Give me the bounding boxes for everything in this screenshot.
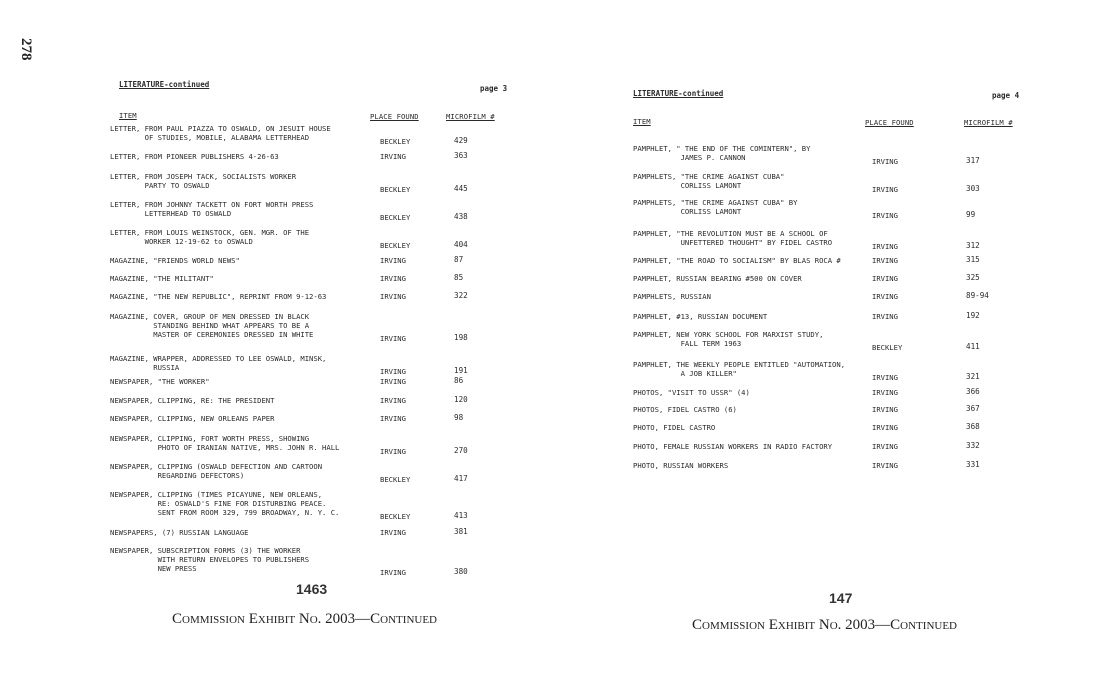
place-found: BECKLEY <box>380 185 411 194</box>
item-description: PAMPHLET, " THE END OF THE COMINTERN", BY JAMES P. CANNON <box>633 144 811 162</box>
microfilm-number: 89-94 <box>966 291 989 300</box>
place-found: IRVING <box>872 461 898 470</box>
microfilm-number: 98 <box>454 413 464 422</box>
item-description: PAMPHLETS, "THE CRIME AGAINST CUBA" CORLISS LAMONT <box>633 172 785 190</box>
microfilm-number: 366 <box>966 387 980 396</box>
microfilm-number: 325 <box>966 273 980 282</box>
place-found: IRVING <box>872 157 898 166</box>
item-description: PAMPHLETS, RUSSIAN <box>633 292 711 301</box>
microfilm-number: 99 <box>966 210 976 219</box>
place-found: BECKLEY <box>380 137 411 146</box>
item-description: NEWSPAPER, CLIPPING (OSWALD DEFECTION AND CARTOON REGARDING DEFECTORS) <box>110 462 323 480</box>
microfilm-number: 368 <box>966 422 980 431</box>
caption-text: Commission Exhibit No. 2003—Continued <box>172 611 437 627</box>
item-description: PAMPHLET, RUSSIAN BEARING #500 ON COVER <box>633 274 802 283</box>
section-title: LITERATURE-continued <box>119 80 210 89</box>
place-found: IRVING <box>872 442 898 451</box>
microfilm-number: 322 <box>454 291 468 300</box>
item-description: PAMPHLET, "THE ROAD TO SOCIALISM" BY BLAS ROCA # <box>633 256 841 265</box>
item-description: NEWSPAPER, SUBSCRIPTION FORMS (3) THE WORKER WITH RETURN ENVELOPES TO PUBLISHERS NEW PRESS <box>110 546 310 573</box>
place-found: IRVING <box>872 292 898 301</box>
item-description: NEWSPAPER, CLIPPING, FORT WORTH PRESS, SHOWING PHOTO OF IRANIAN NATIVE, MRS. JOHN R. HALL <box>110 434 340 452</box>
page-label: page 3 <box>480 84 508 93</box>
item-description: NEWSPAPERS, (7) RUSSIAN LANGUAGE <box>110 528 249 537</box>
place-found: IRVING <box>380 152 406 161</box>
item-description: LETTER, FROM PIONEER PUBLISHERS 4-26-63 <box>110 152 279 161</box>
place-found: IRVING <box>872 185 898 194</box>
col-header-place: PLACE FOUND <box>370 112 419 121</box>
item-description: MAGAZINE, WRAPPER, ADDRESSED TO LEE OSWALD, MINSK, RUSSIA <box>110 354 327 372</box>
microfilm-number: 312 <box>966 241 980 250</box>
item-description: PAMPHLETS, "THE CRIME AGAINST CUBA" BY CORLISS LAMONT <box>633 198 798 216</box>
item-description: LETTER, FROM JOHNNY TACKETT ON FORT WORTH PRESS LETTERHEAD TO OSWALD <box>110 200 314 218</box>
item-description: LETTER, FROM JOSEPH TACK, SOCIALISTS WORKER PARTY TO OSWALD <box>110 172 297 190</box>
place-found: IRVING <box>380 274 406 283</box>
page-label: page 4 <box>992 91 1020 100</box>
item-description: NEWSPAPER, CLIPPING, RE: THE PRESIDENT <box>110 396 275 405</box>
item-description: PAMPHLET, "THE REVOLUTION MUST BE A SCHOOL OF UNFETTERED THOUGHT" BY FIDEL CASTRO <box>633 229 833 247</box>
place-found: IRVING <box>872 423 898 432</box>
microfilm-number: 331 <box>966 460 980 469</box>
item-description: MAGAZINE, "FRIENDS WORLD NEWS" <box>110 256 240 265</box>
place-found: BECKLEY <box>380 213 411 222</box>
place-found: IRVING <box>380 447 406 456</box>
place-found: IRVING <box>380 256 406 265</box>
sheet-number: 1463 <box>296 581 328 597</box>
microfilm-number: 381 <box>454 527 468 536</box>
item-description: NEWSPAPER, "THE WORKER" <box>110 377 210 386</box>
place-found: IRVING <box>872 312 898 321</box>
item-description: PHOTOS, "VISIT TO USSR" (4) <box>633 388 750 397</box>
microfilm-number: 87 <box>454 255 464 264</box>
item-description: PHOTOS, FIDEL CASTRO (6) <box>633 405 737 414</box>
place-found: IRVING <box>380 377 406 386</box>
place-found: IRVING <box>872 211 898 220</box>
place-found: IRVING <box>872 274 898 283</box>
item-description: LETTER, FROM PAUL PIAZZA TO OSWALD, ON JESUIT HOUSE OF STUDIES, MOBILE, ALABAMA LETTERHEAD <box>110 124 331 142</box>
place-found: IRVING <box>380 568 406 577</box>
place-found: IRVING <box>380 334 406 343</box>
microfilm-number: 363 <box>454 151 468 160</box>
place-found: IRVING <box>872 256 898 265</box>
item-description: PHOTO, FIDEL CASTRO <box>633 423 716 432</box>
item-description: PAMPHLET, #13, RUSSIAN DOCUMENT <box>633 312 768 321</box>
item-description: PAMPHLET, NEW YORK SCHOOL FOR MARXIST STUDY, FALL TERM 1963 <box>633 330 824 348</box>
item-description: PHOTO, FEMALE RUSSIAN WORKERS IN RADIO FACTORY <box>633 442 833 451</box>
place-found: IRVING <box>872 405 898 414</box>
item-description: NEWSPAPER, CLIPPING, NEW ORLEANS PAPER <box>110 414 275 423</box>
place-found: IRVING <box>380 414 406 423</box>
col-header-item: ITEM <box>119 111 137 120</box>
microfilm-number: 86 <box>454 376 464 385</box>
place-found: IRVING <box>380 367 406 376</box>
exhibit-caption <box>172 611 437 628</box>
item-description: PAMPHLET, THE WEEKLY PEOPLE ENTITLED "AUTOMATION, A JOB KILLER" <box>633 360 846 378</box>
microfilm-number: 303 <box>966 184 980 193</box>
item-description: MAGAZINE, "THE NEW REPUBLIC", REPRINT FROM 9-12-63 <box>110 292 327 301</box>
microfilm-number: 404 <box>454 240 468 249</box>
microfilm-number: 315 <box>966 255 980 264</box>
item-description: MAGAZINE, "THE MILITANT" <box>110 274 214 283</box>
place-found: IRVING <box>380 396 406 405</box>
col-header-film: MICROFILM # <box>446 112 495 121</box>
item-description: PHOTO, RUSSIAN WORKERS <box>633 461 729 470</box>
place-found: IRVING <box>872 373 898 382</box>
place-found: IRVING <box>380 292 406 301</box>
item-description: LETTER, FROM LOUIS WEINSTOCK, GEN. MGR. OF THE WORKER 12-19-62 to OSWALD <box>110 228 310 246</box>
col-header-film: MICROFILM # <box>964 118 1013 127</box>
place-found: BECKLEY <box>380 512 411 521</box>
place-found: BECKLEY <box>380 475 411 484</box>
microfilm-number: 332 <box>966 441 980 450</box>
place-found: IRVING <box>872 388 898 397</box>
microfilm-number: 438 <box>454 212 468 221</box>
place-found: IRVING <box>380 528 406 537</box>
item-description: NEWSPAPER, CLIPPING (TIMES PICAYUNE, NEW ORLEANS, RE: OSWALD'S FINE FOR DISTURBING PEACE. SENT FROM ROOM 329, 799 BROADWAY, N. Y. C. <box>110 490 340 517</box>
page-number: 278 <box>18 38 34 61</box>
col-header-item: ITEM <box>633 117 651 126</box>
microfilm-number: 380 <box>454 567 468 576</box>
place-found: IRVING <box>872 242 898 251</box>
sheet-number: 147 <box>829 590 853 606</box>
microfilm-number: 417 <box>454 474 468 483</box>
microfilm-number: 270 <box>454 446 468 455</box>
item-description: MAGAZINE, COVER, GROUP OF MEN DRESSED IN BLACK STANDING BEHIND WHAT APPEARS TO BE A MASTER OF CEREMONIES DRESSED IN WHITE <box>110 312 314 339</box>
microfilm-number: 429 <box>454 136 468 145</box>
col-header-place: PLACE FOUND <box>865 118 914 127</box>
place-found: BECKLEY <box>380 241 411 250</box>
section-title: LITERATURE-continued <box>633 89 724 98</box>
microfilm-number: 367 <box>966 404 980 413</box>
caption-text: Commission Exhibit No. 2003—Continued <box>692 617 957 633</box>
microfilm-number: 198 <box>454 333 468 342</box>
microfilm-number: 120 <box>454 395 468 404</box>
microfilm-number: 191 <box>454 366 468 375</box>
microfilm-number: 445 <box>454 184 468 193</box>
exhibit-caption <box>692 617 957 634</box>
microfilm-number: 192 <box>966 311 980 320</box>
place-found: BECKLEY <box>872 343 903 352</box>
microfilm-number: 413 <box>454 511 468 520</box>
microfilm-number: 85 <box>454 273 464 282</box>
microfilm-number: 317 <box>966 156 980 165</box>
microfilm-number: 321 <box>966 372 980 381</box>
microfilm-number: 411 <box>966 342 980 351</box>
